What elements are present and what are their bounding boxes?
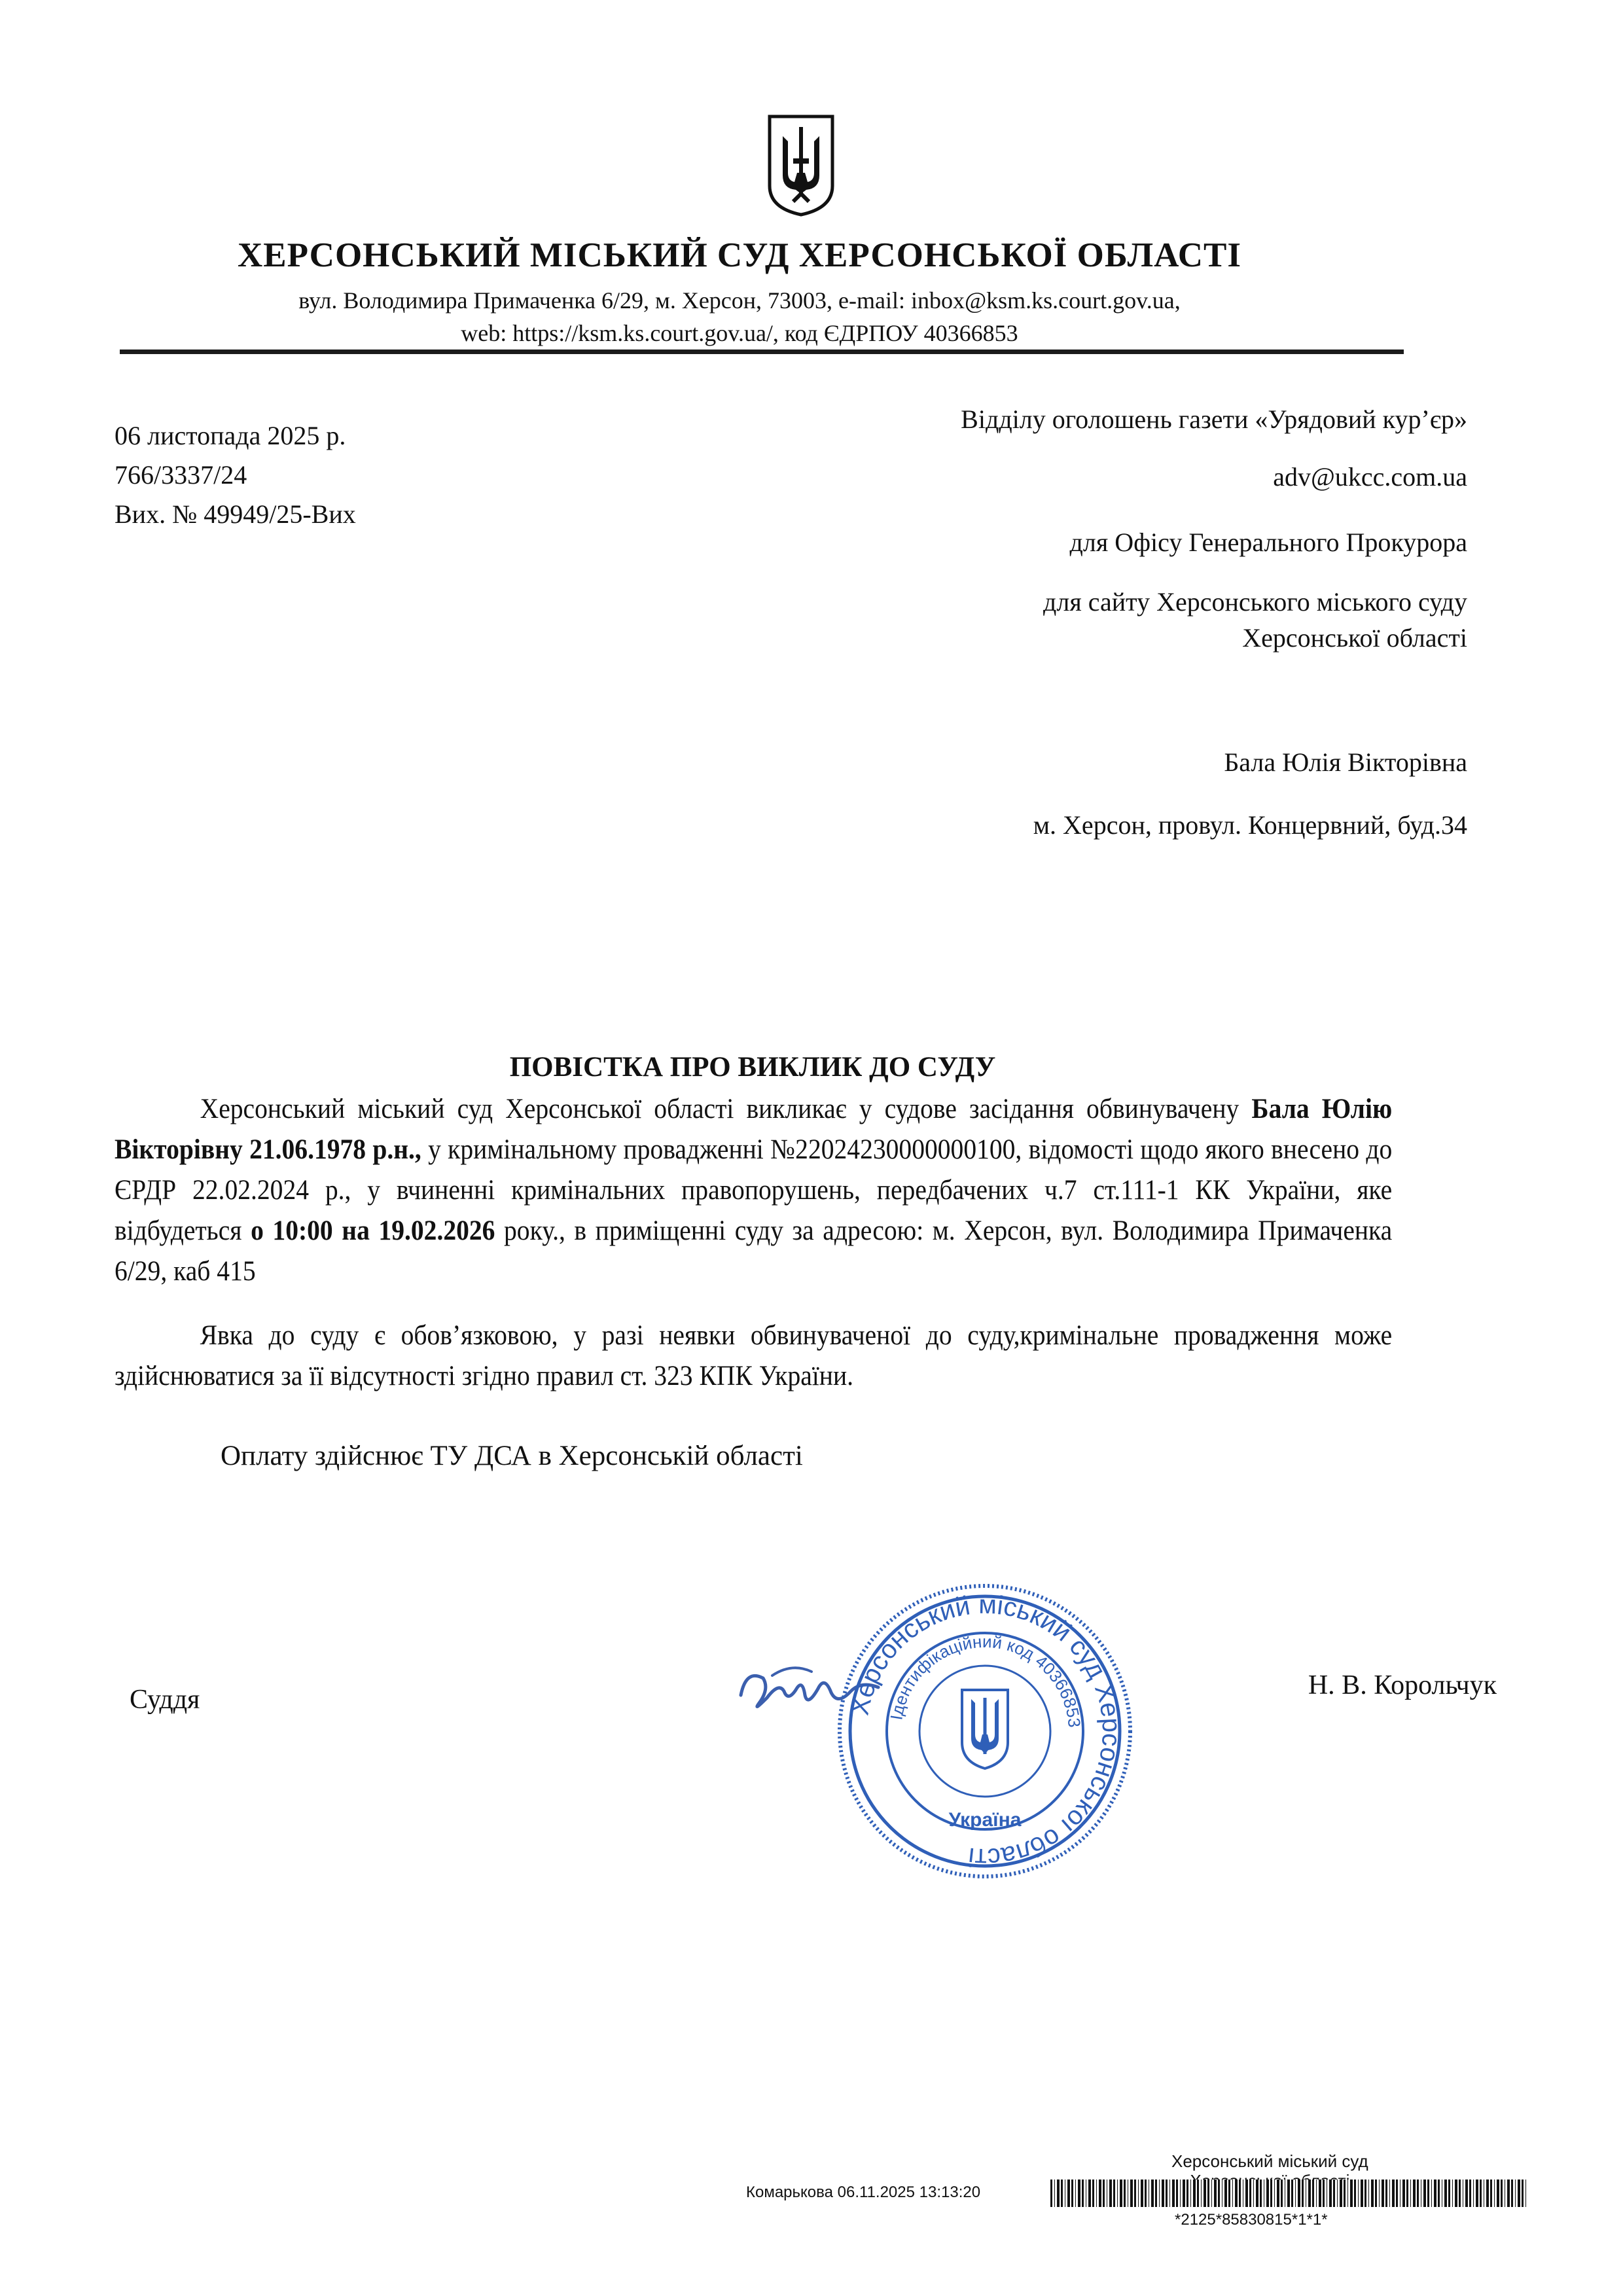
recipient-person-address: м. Херсон, провул. Концервний, буд.34 [1033,810,1467,840]
stamp-outer-text: Херсонський міський суд Херсонської області [845,1590,1126,1873]
accused-name: Бала Юлію Вікторівну 21.06.1978 р.н., [115,1094,1393,1165]
summons-title: ПОВІСТКА ПРО ВИКЛИК ДО СУДУ [509,1052,996,1083]
recipient-newspaper: Відділу оголошень газети «Урядовий кур’єр» [961,404,1467,434]
summons-paragraph-1: Херсонський міський суд Херсонської області викликає у судове засідання обвинувачену Бала Юлію Вікторівну 21.06.1978 р.н., у кримінальному провадженні №22024230000000100, відомості щодо якого внесено до ЄРДР 22.02.2024 р., у вчиненні кримінальних правопорушень, передбачених ч.7 ст.111-1 КК України, яке відбудеться о 10:00 на 19.02.2026 року., в приміщенні суду за адресою: м. Херсон, вул. Володимира Примаченка 6/29, каб 415 [115,1094,1393,1287]
recipient-person-name: Бала Юлія Вікторівна [1224,747,1467,777]
coat-of-arms-icon [764,113,838,217]
barcode-text: *2125*85830815*1*1* [1175,2211,1328,2229]
outgoing-number: Вих. № 49949/25-Вих [115,499,356,529]
recipient-site-line1: для сайту Херсонського міського суду [1043,587,1467,617]
header-divider [120,350,1404,354]
document-date: 06 листопада 2025 р. [115,421,346,450]
case-number: 766/3337/24 [115,460,247,490]
summons-paragraph-3: Оплату здійснює ТУ ДСА в Херсонській області [221,1441,803,1471]
court-web-line: web: https://ksm.ks.court.gov.ua/, код ЄДРПОУ 40366853 [461,320,1018,346]
recipient-email: adv@ukcc.com.ua [1273,462,1467,492]
summons-paragraph-2: Явка до суду є обов’язковою, у разі неявки обвинуваченої до суду,кримінальне провадження може здійснюватися за її відсутності згідно правил ст. 323 КПК України. [115,1320,1393,1391]
court-address-line: вул. Володимира Примаченка 6/29, м. Херсон, 73003, e-mail: inbox@ksm.ks.court.gov.ua, [298,287,1181,314]
recipient-prosecutor: для Офісу Генерального Прокурора [1069,528,1467,557]
document-meta [115,416,356,534]
stamp-trident-icon [962,1690,1008,1768]
hearing-datetime: о 10:00 на 19.02.2026 [251,1215,495,1246]
stamp-inner-text: Ідентифікаційний код 40366853 [886,1631,1084,1729]
court-name-heading: ХЕРСОНСЬКИЙ МІСЬКИЙ СУД ХЕРСОНСЬКОЇ ОБЛАСТІ [238,236,1241,274]
footer-clerk-timestamp: Комарькова 06.11.2025 13:13:20 [746,2183,981,2201]
judge-label: Суддя [130,1685,200,1715]
recipient-site-line2: Херсонської області [1242,623,1467,653]
judge-name: Н. В. Корольчук [1308,1670,1497,1700]
document-barcode [1050,2179,1528,2207]
footer-court-name: Херсонський міський суд [1171,2151,1368,2171]
stamp-bottom-text: Україна [948,1809,1022,1831]
court-seal-stamp [831,1577,1139,1885]
